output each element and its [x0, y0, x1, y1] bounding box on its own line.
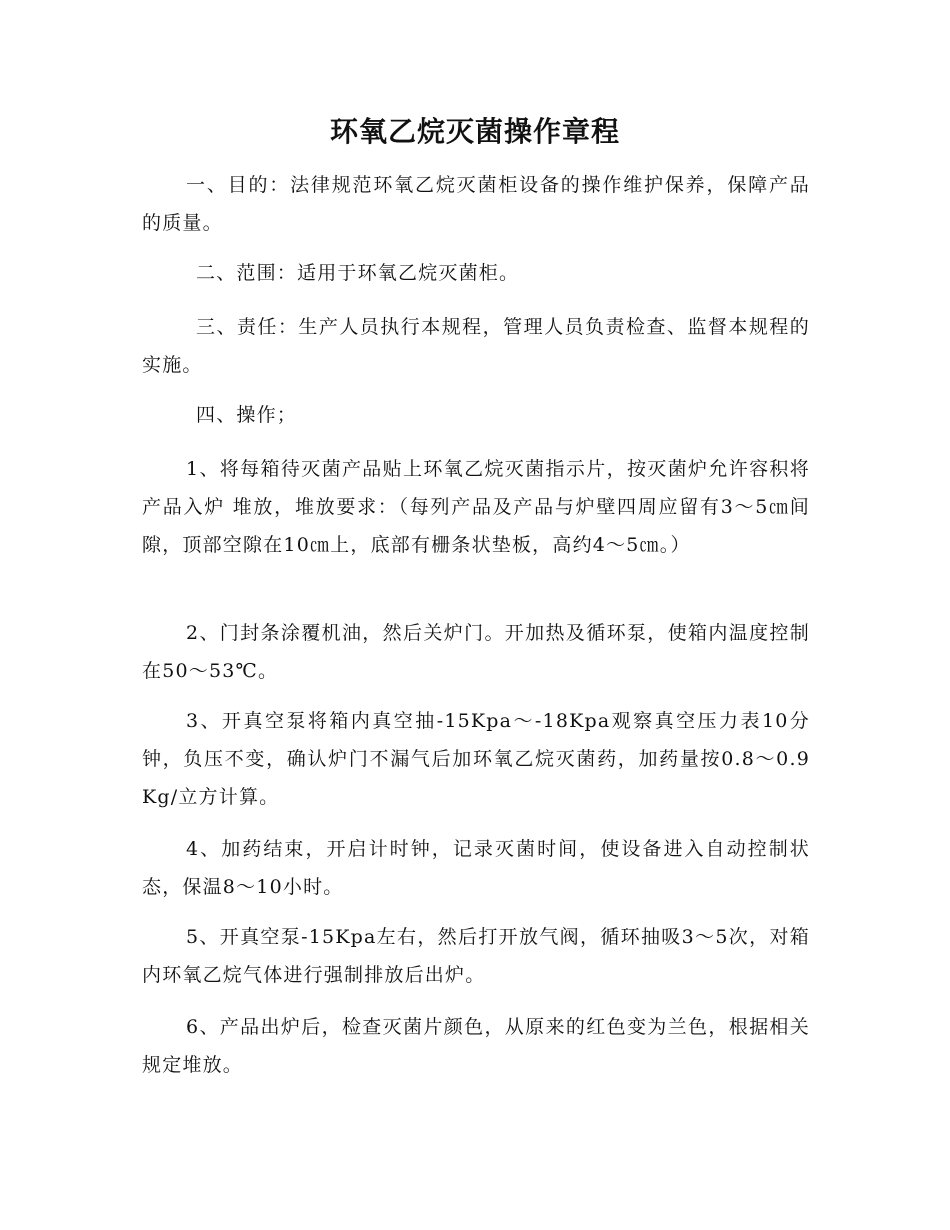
operation-step-2: 2、门封条涂覆机油，然后关炉门。开加热及循环泵，使箱内温度控制在50～53℃。: [142, 622, 810, 682]
section-scope: 二、范围：适用于环氧乙烷灭菌柜。: [196, 262, 520, 284]
operation-step-4: 4、加药结束，开启计时钟，记录灭菌时间，使设备进入自动控制状态，保温8～10小时。: [142, 838, 810, 898]
operation-step-3: 3、开真空泵将箱内真空抽-15Kpa～-18Kpa观察真空压力表10分钟，负压不变，确认炉门不漏气后加环氧乙烷灭菌药，加药量按0.8～0.9Kg/立方计算。: [142, 710, 810, 808]
operation-step-1: 1、将每箱待灭菌产品贴上环氧乙烷灭菌指示片，按灭菌炉允许容积将产品入炉 堆放，堆放要求：（每列产品及产品与炉壁四周应留有3～5㎝间隙，顶部空隙在10㎝上，底部有栅条状垫板，高约4～5㎝。）: [142, 458, 810, 556]
operation-step-6: 6、产品出炉后，检查灭菌片颜色，从原来的红色变为兰色，根据相关规定堆放。: [142, 1016, 810, 1076]
section-purpose: 一、目的：法律规范环氧乙烷灭菌柜设备的操作维护保养，保障产品的质量。: [142, 174, 810, 234]
section-responsibility: 三、责任：生产人员执行本规程，管理人员负责检查、监督本规程的实施。: [142, 316, 810, 376]
section-operation-heading: 四、操作；: [196, 404, 298, 426]
document-title: 环氧乙烷灭菌操作章程: [329, 115, 620, 148]
operation-step-5: 5、开真空泵-15Kpa左右，然后打开放气阀，循环抽吸3～5次，对箱内环氧乙烷气体进行强制排放后出炉。: [142, 926, 810, 986]
